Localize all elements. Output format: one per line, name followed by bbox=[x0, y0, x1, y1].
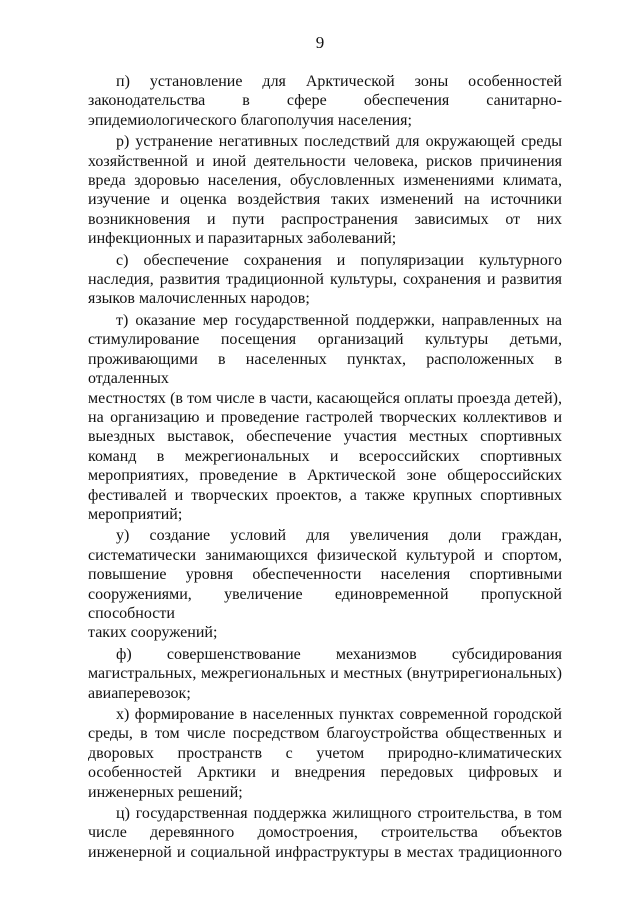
text-line: п) установление для Арктической зоны особенностей bbox=[116, 73, 562, 90]
text-line: эпидемиологического благополучия населения; bbox=[88, 111, 412, 129]
paragraph-f bbox=[88, 645, 562, 703]
text-line: возникновения и пути распространения зависимых от них bbox=[88, 210, 562, 228]
text-line: мероприятий; bbox=[88, 505, 183, 523]
text-line: ц) государственная поддержка жилищного строительства, в том bbox=[116, 805, 562, 823]
text-line: наследия, развития традиционной культуры, сохранения и развития bbox=[88, 271, 562, 289]
text-line: команд в межрегиональных и всероссийских спортивных bbox=[88, 447, 562, 465]
text-line: числе деревянного домостроения, строительства объектов bbox=[88, 824, 562, 842]
text-line: повышение уровня обеспеченности населения спортивными bbox=[88, 566, 562, 584]
text-line: авиаперевозок; bbox=[88, 684, 191, 702]
text-line: стимулирование посещения организаций культуры детьми, bbox=[88, 331, 562, 349]
paragraph-h bbox=[88, 705, 562, 802]
text-line: дворовых пространств с учетом природно-климатических bbox=[88, 744, 562, 762]
text-line: мероприятиях, проведение в Арктической зоне общероссийских bbox=[88, 467, 562, 485]
text-line: сооружениями, увеличение единовременной пропускной способности bbox=[88, 585, 562, 622]
text-line: таких сооружений; bbox=[88, 624, 218, 642]
paragraph-p bbox=[88, 72, 562, 130]
text-line: языков малочисленных народов; bbox=[88, 290, 310, 308]
text-line: вреда здоровью населения, обусловленных изменениями климата, bbox=[88, 172, 562, 190]
text-line: у) создание условий для увеличения доли граждан, bbox=[116, 527, 562, 545]
text-line: р) устранение негативных последствий для окружающей среды bbox=[116, 133, 562, 151]
paragraph-s bbox=[88, 251, 562, 309]
page-number: 9 bbox=[315, 33, 325, 52]
text-line: инженерной и социальной инфраструктуры в местах традиционного bbox=[88, 843, 562, 861]
paragraph-u bbox=[88, 526, 562, 642]
text-line: на организацию и проведение гастролей творческих коллективов и bbox=[88, 408, 562, 426]
text-line: инженерных решений; bbox=[88, 783, 243, 801]
text-line: местностях (в том числе в части, касающейся оплаты проезда детей), bbox=[88, 389, 562, 407]
text-line: фестивалей и творческих проектов, а также крупных спортивных bbox=[88, 486, 562, 504]
text-line: х) формирование в населенных пунктах современной городской bbox=[116, 706, 562, 723]
text-line: инфекционных и паразитарных заболеваний; bbox=[88, 230, 397, 248]
text-line: законодательства в сфере обеспечения санитарно- bbox=[88, 92, 562, 110]
text-line: ф) совершенствование механизмов субсидирования bbox=[116, 645, 562, 663]
text-line: т) оказание мер государственной поддержки, направленных на bbox=[116, 311, 562, 329]
paragraph-ts bbox=[88, 804, 562, 862]
text-line: особенностей Арктики и внедрения передовых цифровых и bbox=[88, 764, 562, 782]
text-line: хозяйственной и иной деятельности человека, рисков причинения bbox=[88, 152, 562, 170]
paragraph-t bbox=[88, 311, 562, 524]
text-line: изучение и оценка воздействия таких изменений на источники bbox=[88, 191, 562, 209]
document-body bbox=[88, 72, 562, 864]
text-line: среды, в том числе посредством благоустройства общественных и bbox=[88, 725, 562, 743]
text-line: систематически занимающихся физической культурой и спортом, bbox=[88, 546, 562, 564]
text-line: выездных выставок, обеспечение участия местных спортивных bbox=[88, 428, 562, 446]
text-line: магистральных, межрегиональных и местных (внутрирегиональных) bbox=[88, 665, 562, 683]
paragraph-r bbox=[88, 132, 562, 248]
text-line: проживающими в населенных пунктах, расположенных в отдаленных bbox=[88, 350, 562, 388]
text-line: с) обеспечение сохранения и популяризации культурного bbox=[116, 251, 562, 269]
